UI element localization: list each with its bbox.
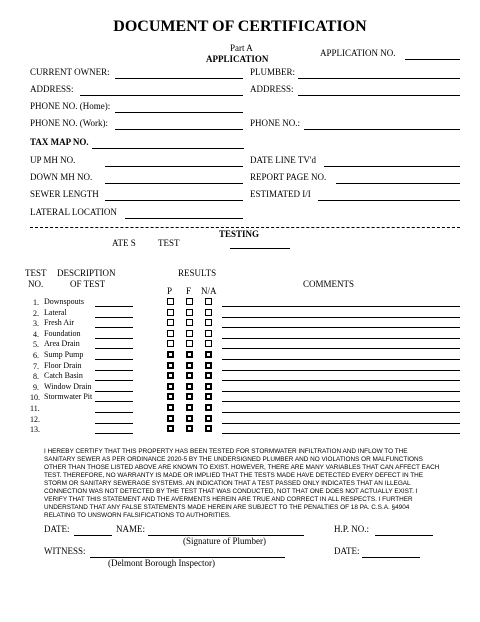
row-comments-field[interactable] xyxy=(222,306,460,307)
test-label: TEST xyxy=(158,238,180,248)
certification-line: UNDERSTAND THAT ANY FALSE STATEMENTS MADE HEREIN ARE SUBJECT TO THE PENALTIES OF 18 PA. C.S.A. §4904 xyxy=(44,504,410,511)
certification-text xyxy=(44,448,464,520)
row-comments-field[interactable] xyxy=(222,348,460,349)
lateral-location-label: LATERAL LOCATION xyxy=(30,207,117,217)
pass-checkbox[interactable] xyxy=(167,340,174,347)
row-description-field[interactable] xyxy=(95,412,133,413)
row-number: 4. xyxy=(33,330,39,339)
plumber-phone-field[interactable] xyxy=(304,129,460,130)
col-comments-header: COMMENTS xyxy=(303,279,355,289)
row-number: 11. xyxy=(30,404,40,413)
row-description: Stormwater Pit xyxy=(44,392,93,401)
certification-line: TEST. THEREFORE, NO WARRANTY IS MADE OR IMPLIED THAT THE TESTS MADE HAVE DETECTED EVERY DEFECT IN THE xyxy=(44,472,424,479)
row-description-field[interactable] xyxy=(95,391,133,392)
na-checkbox[interactable] xyxy=(205,404,212,411)
col-test-header: TEST xyxy=(25,268,47,278)
section-divider xyxy=(30,227,460,228)
estimated-label: ESTIMATED I/I xyxy=(250,189,311,199)
row-comments-field[interactable] xyxy=(222,401,460,402)
row-comments-field[interactable] xyxy=(222,423,460,424)
row-comments-field[interactable] xyxy=(222,433,460,434)
row-description-field[interactable] xyxy=(95,370,133,371)
row-description: Lateral xyxy=(44,308,67,317)
pass-checkbox[interactable] xyxy=(167,351,174,358)
na-checkbox[interactable] xyxy=(205,383,212,390)
fail-checkbox[interactable] xyxy=(186,298,193,305)
plumber-field[interactable] xyxy=(298,78,460,79)
pass-checkbox[interactable] xyxy=(167,383,174,390)
row-description: Catch Basin xyxy=(44,371,83,380)
row-description-field[interactable] xyxy=(95,338,133,339)
plumber-address-label: ADDRESS: xyxy=(250,84,294,94)
row-description-field[interactable] xyxy=(95,359,133,360)
na-checkbox[interactable] xyxy=(205,425,212,432)
col-description-header: DESCRIPTION xyxy=(57,268,116,278)
hp-no-field[interactable] xyxy=(375,535,433,536)
result-na-header: N/A xyxy=(201,286,217,296)
pass-checkbox[interactable] xyxy=(167,362,174,369)
report-page-field[interactable] xyxy=(336,183,460,184)
plumber-phone-label: PHONE NO.: xyxy=(250,118,301,128)
col-of-test-header: OF TEST xyxy=(70,279,106,289)
certification-line: SANITARY SEWER AS PER ORDINANCE 2020-5 BY THE UNDERSIGNED PLUMBER AND NO VIOLATIONS OR MALFUNCTIONS xyxy=(44,456,423,463)
pass-checkbox[interactable] xyxy=(167,309,174,316)
witness-label: WITNESS: xyxy=(44,546,86,556)
row-description-field[interactable] xyxy=(95,433,133,434)
date-field[interactable] xyxy=(74,535,112,536)
date2-label: DATE: xyxy=(334,546,360,556)
row-number: 2. xyxy=(33,309,39,318)
date-line-label: DATE LINE TV'd xyxy=(250,155,316,165)
row-number: 5. xyxy=(33,340,39,349)
plumber-address-field[interactable] xyxy=(298,95,460,96)
phone-work-label: PHONE NO. (Work): xyxy=(30,118,109,128)
plumber-label: PLUMBER: xyxy=(250,67,296,77)
na-checkbox[interactable] xyxy=(205,340,212,347)
row-number: 12. xyxy=(30,415,40,424)
row-description: Sump Pump xyxy=(44,350,84,359)
sewer-length-field[interactable] xyxy=(105,200,243,201)
row-number: 10. xyxy=(30,393,40,402)
certification-line: STORM OR SANITARY SEWERAGE SYSTEMS. AN INDICATION THAT A TEST PASSED ONLY INDICATES THAT AN ILLEGAL xyxy=(44,480,411,487)
row-number: 6. xyxy=(33,351,39,360)
part-label: Part A xyxy=(230,43,253,53)
tax-map-label: TAX MAP NO. xyxy=(30,137,89,147)
row-description-field[interactable] xyxy=(95,380,133,381)
row-description: Floor Drain xyxy=(44,361,82,370)
testing-heading: TESTING xyxy=(219,229,260,239)
row-number: 9. xyxy=(33,383,39,392)
fail-checkbox[interactable] xyxy=(186,362,193,369)
phone-work-field[interactable] xyxy=(115,129,243,130)
na-checkbox[interactable] xyxy=(205,309,212,316)
phone-home-label: PHONE NO. (Home): xyxy=(30,101,111,111)
row-number: 3. xyxy=(33,319,39,328)
pass-checkbox[interactable] xyxy=(167,425,174,432)
application-no-field[interactable] xyxy=(405,59,460,60)
na-checkbox[interactable] xyxy=(205,298,212,305)
date-line-field[interactable] xyxy=(324,166,460,167)
row-comments-field[interactable] xyxy=(222,380,460,381)
row-number: 13. xyxy=(30,425,40,434)
row-description: Foundation xyxy=(44,329,81,338)
pass-checkbox[interactable] xyxy=(167,298,174,305)
current-owner-field[interactable] xyxy=(115,78,243,79)
certification-line: OTHER THAN THOSE LISTED ABOVE ARE KNOWN TO EXIST. HOWEVER, THERE ARE MANY VARIABLES THAT CAN AFFECT EACH xyxy=(44,464,440,471)
row-number: 8. xyxy=(33,372,39,381)
row-description: Fresh Air xyxy=(44,318,74,327)
row-comments-field[interactable] xyxy=(222,317,460,318)
pass-checkbox[interactable] xyxy=(167,393,174,400)
date2-field[interactable] xyxy=(362,557,420,558)
row-comments-field[interactable] xyxy=(222,370,460,371)
na-checkbox[interactable] xyxy=(205,372,212,379)
pass-checkbox[interactable] xyxy=(167,319,174,326)
down-mh-field[interactable] xyxy=(105,183,243,184)
lateral-location-field[interactable] xyxy=(125,218,243,219)
row-number: 1. xyxy=(33,298,39,307)
report-page-label: REPORT PAGE NO. xyxy=(250,172,327,182)
row-comments-field[interactable] xyxy=(222,412,460,413)
up-mh-label: UP MH NO. xyxy=(30,155,76,165)
signature-of-plumber-caption: (Signature of Plumber) xyxy=(183,536,266,546)
col-results-header: RESULTS xyxy=(178,268,217,278)
fail-checkbox[interactable] xyxy=(186,309,193,316)
row-description-field[interactable] xyxy=(95,306,133,307)
fail-checkbox[interactable] xyxy=(186,393,193,400)
down-mh-label: DOWN MH NO. xyxy=(30,172,93,182)
fail-checkbox[interactable] xyxy=(186,415,193,422)
pass-checkbox[interactable] xyxy=(167,415,174,422)
tax-map-field[interactable] xyxy=(92,148,244,149)
row-description-field[interactable] xyxy=(95,317,133,318)
fail-checkbox[interactable] xyxy=(186,351,193,358)
row-description: Area Drain xyxy=(44,339,80,348)
owner-address-field[interactable] xyxy=(80,95,243,96)
certification-line: RELATING TO UNSWORN FALSIFICATIONS TO AUTHORITIES. xyxy=(44,512,231,519)
row-comments-field[interactable] xyxy=(222,391,460,392)
fail-checkbox[interactable] xyxy=(186,340,193,347)
row-comments-field[interactable] xyxy=(222,359,460,360)
owner-address-label: ADDRESS: xyxy=(30,84,74,94)
fail-checkbox[interactable] xyxy=(186,319,193,326)
fail-checkbox[interactable] xyxy=(186,404,193,411)
inspector-caption: (Delmont Borough Inspector) xyxy=(108,558,215,568)
pass-checkbox[interactable] xyxy=(167,330,174,337)
certification-line: CONNECTION WAS NOT DETECTED BY THE TEST THAT WAS CONDUCTED, NOT THAT ONE DOES NOT ACTUALLY EXIST. I xyxy=(44,488,418,495)
na-checkbox[interactable] xyxy=(205,351,212,358)
row-description: Downspouts xyxy=(44,297,85,306)
fail-checkbox[interactable] xyxy=(186,425,193,432)
na-checkbox[interactable] xyxy=(205,415,212,422)
hp-no-label: H.P. NO.: xyxy=(334,524,370,534)
row-description-field[interactable] xyxy=(95,423,133,424)
row-description-field[interactable] xyxy=(95,401,133,402)
na-checkbox[interactable] xyxy=(205,319,212,326)
sewer-length-label: SEWER LENGTH xyxy=(30,189,99,199)
pass-checkbox[interactable] xyxy=(167,372,174,379)
result-p-header: P xyxy=(167,286,173,296)
row-description: Window Drain xyxy=(44,382,92,391)
col-no-header: NO. xyxy=(28,279,44,289)
na-checkbox[interactable] xyxy=(205,362,212,369)
current-owner-label: CURRENT OWNER: xyxy=(30,67,110,77)
fail-checkbox[interactable] xyxy=(186,372,193,379)
pass-checkbox[interactable] xyxy=(167,404,174,411)
row-number: 7. xyxy=(33,362,39,371)
test-date-field[interactable] xyxy=(230,248,290,249)
result-f-header: F xyxy=(186,286,192,296)
phone-home-field[interactable] xyxy=(115,112,243,113)
date-label: DATE: xyxy=(44,524,70,534)
fail-checkbox[interactable] xyxy=(186,383,193,390)
up-mh-field[interactable] xyxy=(105,166,243,167)
row-comments-field[interactable] xyxy=(222,338,460,339)
name-label: NAME: xyxy=(116,524,145,534)
application-heading: APPLICATION xyxy=(206,54,269,64)
certification-line: I HEREBY CERTIFY THAT THIS PROPERTY HAS BEEN TESTED FOR STORMWATER INFILTRATION AND INFLOW TO THE xyxy=(44,448,408,455)
row-description-field[interactable] xyxy=(95,348,133,349)
row-description-field[interactable] xyxy=(95,327,133,328)
na-checkbox[interactable] xyxy=(205,393,212,400)
page-title: DOCUMENT OF CERTIFICATION xyxy=(113,18,367,35)
certification-line: VERIFY THAT THIS STATEMENT AND THE AVERMENTS HEREIN ARE TRUE AND CORRECT IN ALL RESPECTS. I FURTHER xyxy=(44,496,413,503)
fail-checkbox[interactable] xyxy=(186,330,193,337)
application-no-label: APPLICATION NO. xyxy=(320,48,396,58)
ate-s-label: ATE S xyxy=(112,238,136,248)
na-checkbox[interactable] xyxy=(205,330,212,337)
estimated-field[interactable] xyxy=(318,200,460,201)
row-comments-field[interactable] xyxy=(222,327,460,328)
